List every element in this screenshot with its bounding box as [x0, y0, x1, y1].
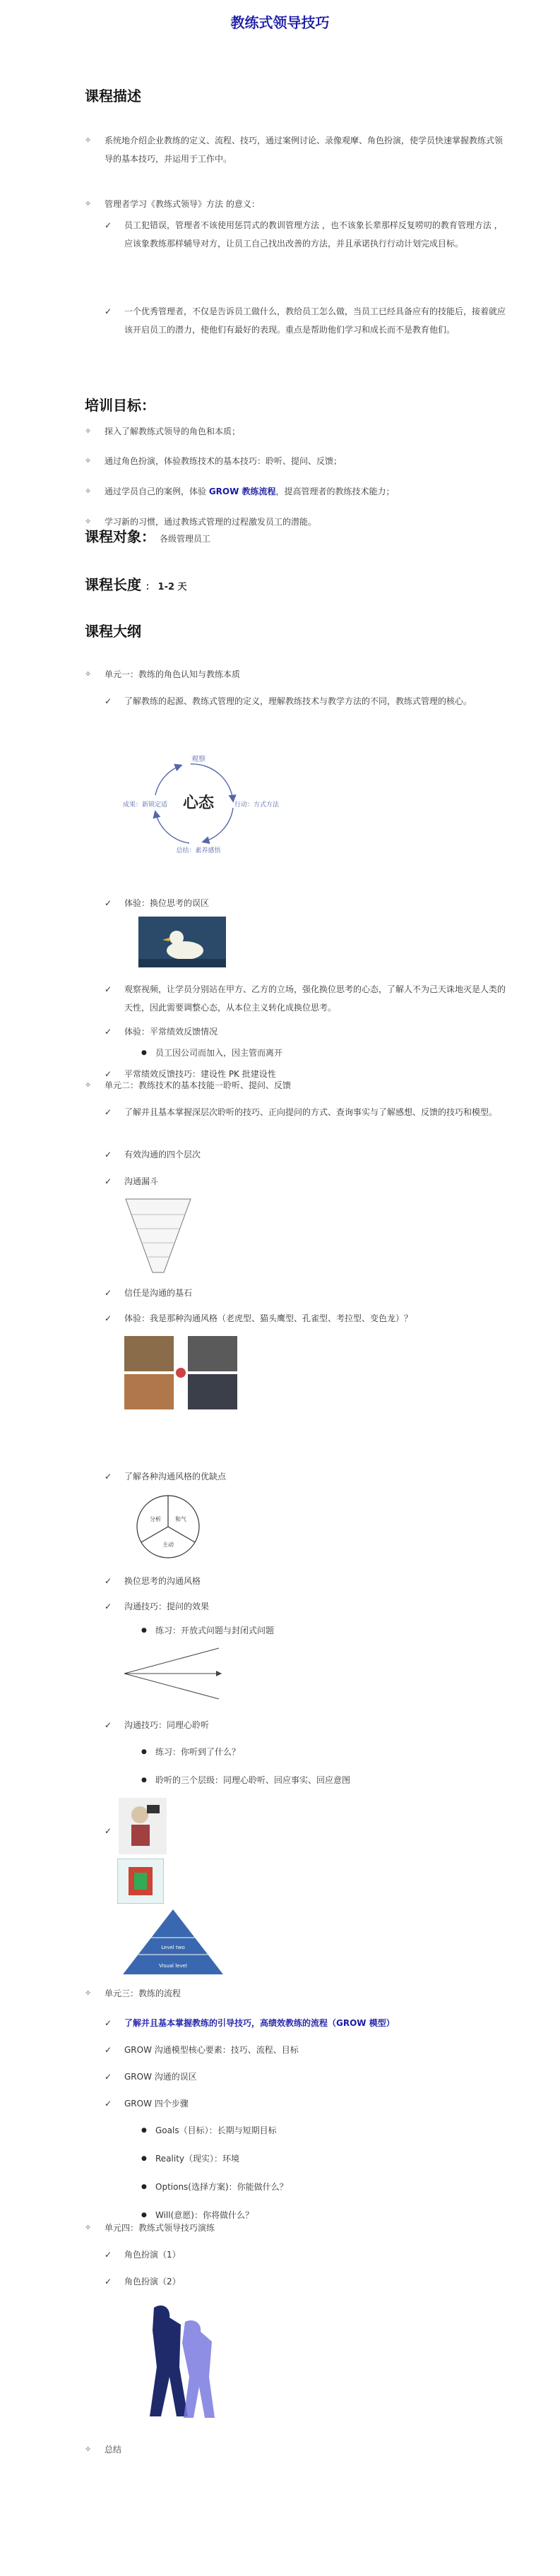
cycle-left-label: 成果：新锁定适	[123, 801, 168, 809]
unit-4: ✧ 单元四：教练式领导技巧演练	[85, 2219, 507, 2237]
unit-1-check-3: ✓ 观察视频，让学员分别站在甲方、乙方的立场，强化换位思考的心态，了解人不为己天诛地灭是人类的天性，因此需要调整心态，从本位主义转化成换位思考。	[105, 980, 506, 1017]
section-heading-goals: 培训目标：	[85, 397, 155, 414]
unit-3: ✧ 单元三：教练的流程	[85, 1984, 507, 2003]
pie-label-a: 分析	[150, 1516, 161, 1522]
section-heading-outline: 课程大纲	[85, 623, 141, 640]
unit-2-check-3: ✓ 沟通漏斗	[105, 1172, 506, 1191]
unit-4-check-1: ✓ 角色扮演（1）	[105, 2246, 506, 2264]
cycle-center-label: 心态	[182, 794, 215, 812]
communication-style-animals	[123, 1335, 242, 1411]
desc-check-1: ✓ 员工犯错误，管理者不该使用惩罚式的教训管理方法 ，也不该象长辈那样反复唠叨的教育管理方法 ，应该象教练那样辅导对方，让员工自己找出改善的方法，并且承诺执行行动计划完成目标。	[105, 216, 506, 253]
audience-label: 课程对象：	[85, 528, 155, 545]
cycle-right-label: 行动：方式方法	[234, 801, 280, 809]
unit-2-check-8: ✓ 沟通技巧：提问的效果	[105, 1597, 506, 1616]
grow-link: GROW 教练流程	[208, 487, 276, 496]
unit-3-check-3: ✓ GROW 沟通的误区	[105, 2068, 506, 2086]
unit-2-check-9: ✓ 沟通技巧：同理心聆听	[105, 1716, 506, 1734]
section-heading-length	[85, 573, 187, 594]
heart-cycle-diagram	[120, 749, 282, 854]
goal-item-4: ✧ 学习新的习惯，通过教练式管理的过程激发员工的潜能。	[85, 513, 507, 531]
unit-2-bullet-2: ● 练习：你听到了什么？	[141, 1743, 494, 1761]
style-pie	[134, 1493, 202, 1561]
desc-check-2: ✓ 一个优秀管理者，不仅是告诉员工做什么，教给员工怎么做，当员工已经具备应有的技能后，接着就应该开启员工的潜力，使他们有最好的表现。重点是帮助他们学习和成长而不是教育他们。	[105, 302, 506, 339]
pyramid-bot-label: Visual level	[159, 1963, 187, 1969]
unit-2-check-7: ✓ 换位思考的沟通风格	[105, 1572, 506, 1590]
unit-2-check-6: ✓ 了解各种沟通风格的优缺点	[105, 1467, 506, 1486]
unit-1-check-1: ✓ 了解教练的起源、教练式管理的定义，理解教练技术与教学方法的不同，教练式管理的核心。	[105, 692, 506, 710]
unit-3-bullet-3: ● Options(选择方案)：你能做什么？	[141, 2178, 494, 2196]
listening-pyramid	[120, 1907, 226, 1977]
desc-paragraph-2: ✧ 管理者学习《教练式领导》方法 的意义：	[85, 195, 507, 213]
duck-image	[138, 917, 226, 967]
unit-2-check-1: ✓ 了解并且基本掌握深层次聆听的技巧、正向提问的方式、查询事实与了解感想、反馈的技巧和模型。	[105, 1103, 506, 1121]
audience-value: 各级管理员工	[160, 534, 211, 544]
goal-item-3-pre: 通过学员自己的案例，体验	[105, 487, 209, 496]
goal-item-3	[85, 482, 507, 501]
unit-3-bullet-1: ● Goals（目标）：长期与短期目标	[141, 2121, 494, 2140]
listening-image	[119, 1798, 167, 1854]
unit-2-check-4: ✓ 信任是沟通的基石	[105, 1284, 506, 1302]
unit-3-bullet-2: ● Reality（现实）：环境	[141, 2149, 494, 2168]
unit-2-bullet-1: ● 练习：开放式问题与封闭式问题	[141, 1621, 494, 1640]
cycle-bottom-label: 总结：素养感悟	[176, 847, 221, 854]
unit-2-bullet-3: ● 聆听的三个层级：同理心聆听、回应事实、回应意图	[141, 1771, 494, 1789]
unit-2: ✧ 单元二：教练技术的基本技能一聆听、提问、反馈	[85, 1076, 507, 1095]
cycle-top-label: 观察	[191, 756, 205, 763]
communication-funnel	[124, 1196, 192, 1275]
desc-paragraph-1: ✧ 系统地介绍企业教练的定义、流程、技巧，通过案例讨论、录像观摩、角色扮演，使学员快速掌握教练式领导的基本技巧，并运用于工作中。	[85, 131, 507, 168]
pie-label-c: 主动	[162, 1542, 174, 1548]
unit-3-bullet-4: ● Will(意愿)：你将做什么？	[141, 2206, 494, 2224]
pyramid-mid-label: Level two	[161, 1945, 185, 1950]
summary: ✧ 总结	[85, 2440, 507, 2459]
question-arrows-diagram	[120, 1644, 226, 1702]
section-heading-audience	[85, 525, 210, 546]
length-label: 课程长度	[85, 576, 141, 593]
unit-1-bullet-1: ● 员工因公司而加入，因主管而离开	[141, 1044, 494, 1062]
goal-item-3-post: ，提高管理者的教练技术能力；	[275, 487, 395, 496]
unit-1: ✧ 单元一：教练的角色认知与教练本质	[85, 665, 507, 684]
unit-3-check-1: ✓ 了解并且基本掌握教练的引导技巧，高绩效教练的流程（GROW 模型）	[105, 2014, 506, 2032]
goal-item-2: ✧ 通过角色扮演，体验教练技术的基本技巧：聆听、提问、反馈；	[85, 452, 507, 470]
unit-1-check-2: ✓ 体验：换位思考的误区	[105, 894, 506, 912]
unit-2-check-5: ✓ 体验：我是那种沟通风格（老虎型、猫头鹰型、孔雀型、考拉型、变色龙）？	[105, 1309, 506, 1328]
unit-2-check-2: ✓ 有效沟通的四个层次	[105, 1145, 506, 1164]
length-value: ： 1-2 天	[145, 582, 187, 592]
unit-1-check-5: ✓ 平常绩效反馈技巧：建设性 PK 批建设性	[105, 1065, 506, 1083]
unit-4-check-2: ✓ 角色扮演（2）	[105, 2272, 506, 2291]
unit-1-check-4: ✓ 体验：平常绩效反馈情况	[105, 1022, 506, 1041]
pie-label-b: 和气	[175, 1516, 186, 1522]
unit-3-check-2: ✓ GROW 沟通模型核心要素：技巧、流程、目标	[105, 2041, 506, 2059]
role-play-figures	[138, 2298, 215, 2425]
icon-image	[117, 1859, 164, 1904]
goal-item-1: ✧ 探入了解教练式领导的角色和本质；	[85, 422, 507, 441]
page-title: 教练式领导技巧	[230, 14, 330, 31]
section-heading-description: 课程描述	[85, 88, 141, 105]
unit-3-check-4: ✓ GROW 四个步骤	[105, 2094, 506, 2113]
